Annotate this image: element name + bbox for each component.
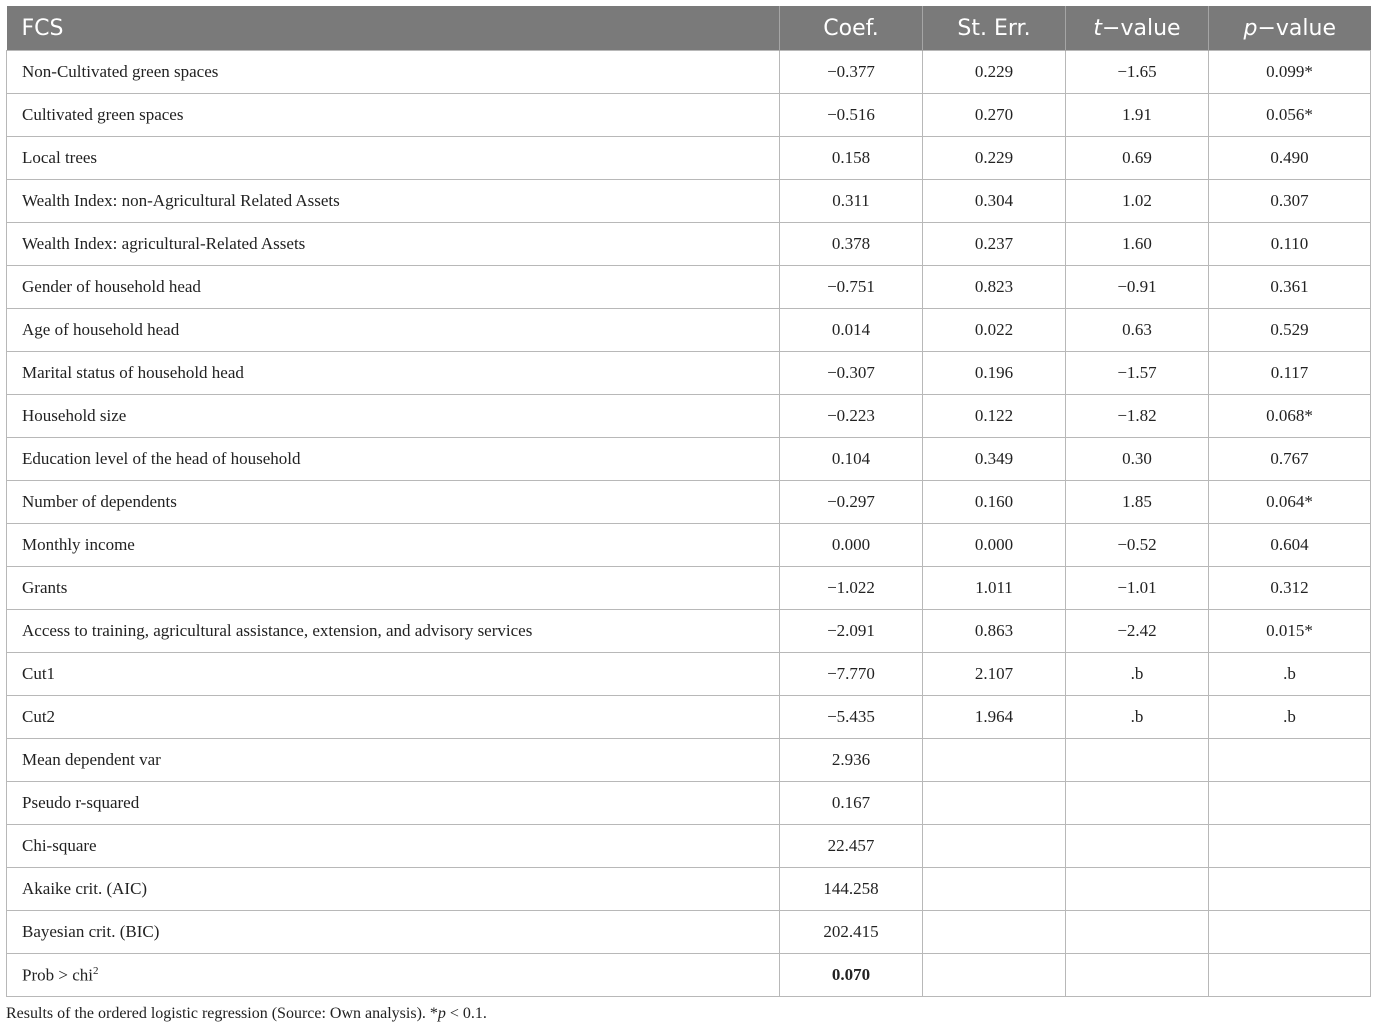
cell-st-err: 1.964	[923, 696, 1066, 739]
cell-st-err: 0.270	[923, 94, 1066, 137]
cell-variable: Chi-square	[7, 825, 780, 868]
cell-p-value: 0.604	[1209, 524, 1371, 567]
table-row	[7, 94, 1371, 137]
cell-st-err	[923, 911, 1066, 954]
table-row-prob-chi2	[7, 954, 1371, 997]
cell-p-value: 0.307	[1209, 180, 1371, 223]
table-row	[7, 481, 1371, 524]
cell-st-err: 0.229	[923, 137, 1066, 180]
prob-chi-superscript: 2	[92, 964, 99, 977]
table-row	[7, 911, 1371, 954]
table-body	[7, 51, 1371, 997]
cell-st-err: 0.349	[923, 438, 1066, 481]
table-row	[7, 438, 1371, 481]
cell-st-err	[923, 825, 1066, 868]
cell-st-err: 0.823	[923, 266, 1066, 309]
cell-t-value	[1066, 782, 1209, 825]
cell-variable: Cut2	[7, 696, 780, 739]
cell-coef: −5.435	[780, 696, 923, 739]
cell-coef: −0.297	[780, 481, 923, 524]
cell-t-value: −1.57	[1066, 352, 1209, 395]
header-coef: Coef.	[780, 6, 923, 51]
cell-t-value: −1.82	[1066, 395, 1209, 438]
table-row	[7, 137, 1371, 180]
cell-variable: Wealth Index: non-Agricultural Related Assets	[7, 180, 780, 223]
table-row	[7, 51, 1371, 94]
cell-t-value	[1066, 825, 1209, 868]
cell-st-err: 0.196	[923, 352, 1066, 395]
cell-t-value: 1.02	[1066, 180, 1209, 223]
cell-t-value: .b	[1066, 653, 1209, 696]
cell-p-value: 0.056*	[1209, 94, 1371, 137]
cell-coef: 144.258	[780, 868, 923, 911]
cell-t-value: 0.69	[1066, 137, 1209, 180]
cell-st-err: 0.022	[923, 309, 1066, 352]
cell-st-err	[923, 782, 1066, 825]
cell-variable: Access to training, agricultural assistance, extension, and advisory services	[7, 610, 780, 653]
prob-chi-label: Prob > chi	[22, 965, 93, 985]
cell-coef: −7.770	[780, 653, 923, 696]
cell-st-err: 2.107	[923, 653, 1066, 696]
table-row	[7, 395, 1371, 438]
cell-p-value: 0.361	[1209, 266, 1371, 309]
cell-p-value: 0.312	[1209, 567, 1371, 610]
cell-coef: −0.516	[780, 94, 923, 137]
cell-p-value	[1209, 868, 1371, 911]
cell-variable: Monthly income	[7, 524, 780, 567]
cell-variable: Gender of household head	[7, 266, 780, 309]
cell-variable: Akaike crit. (AIC)	[7, 868, 780, 911]
table-row	[7, 653, 1371, 696]
cell-variable: Marital status of household head	[7, 352, 780, 395]
header-fcs: FCS	[7, 6, 780, 51]
cell-empty	[923, 954, 1066, 997]
cell-variable: Grants	[7, 567, 780, 610]
cell-p-value: .b	[1209, 696, 1371, 739]
cell-t-value	[1066, 911, 1209, 954]
cell-variable: Cut1	[7, 653, 780, 696]
cell-coef: 0.311	[780, 180, 923, 223]
cell-st-err	[923, 739, 1066, 782]
cell-variable: Bayesian crit. (BIC)	[7, 911, 780, 954]
cell-st-err	[923, 868, 1066, 911]
table-row	[7, 782, 1371, 825]
cell-t-value: 1.60	[1066, 223, 1209, 266]
cell-p-value	[1209, 825, 1371, 868]
cell-p-value: .b	[1209, 653, 1371, 696]
cell-t-value: 0.63	[1066, 309, 1209, 352]
cell-t-value: −0.91	[1066, 266, 1209, 309]
table-row	[7, 223, 1371, 266]
cell-p-value: 0.064*	[1209, 481, 1371, 524]
cell-empty	[1209, 954, 1371, 997]
cell-p-value: 0.490	[1209, 137, 1371, 180]
cell-t-value: 0.30	[1066, 438, 1209, 481]
header-p-letter: p	[1243, 15, 1258, 41]
table-row	[7, 739, 1371, 782]
caption-p-letter: p	[437, 1005, 446, 1022]
table-row	[7, 524, 1371, 567]
cell-coef: 0.167	[780, 782, 923, 825]
cell-p-value: 0.068*	[1209, 395, 1371, 438]
cell-st-err: 0.160	[923, 481, 1066, 524]
cell-variable: Mean dependent var	[7, 739, 780, 782]
cell-coef: 0.014	[780, 309, 923, 352]
header-t-rest: −value	[1102, 15, 1181, 41]
cell-st-err: 0.229	[923, 51, 1066, 94]
cell-t-value: −2.42	[1066, 610, 1209, 653]
cell-st-err: 0.304	[923, 180, 1066, 223]
header-p-rest: −value	[1257, 15, 1336, 41]
cell-p-value: 0.117	[1209, 352, 1371, 395]
cell-t-value: .b	[1066, 696, 1209, 739]
cell-p-value: 0.767	[1209, 438, 1371, 481]
cell-coef: 0.378	[780, 223, 923, 266]
cell-st-err: 0.863	[923, 610, 1066, 653]
cell-variable: Local trees	[7, 137, 780, 180]
cell-p-value: 0.015*	[1209, 610, 1371, 653]
cell-variable: Education level of the head of household	[7, 438, 780, 481]
cell-coef: −0.307	[780, 352, 923, 395]
cell-t-value: −1.01	[1066, 567, 1209, 610]
caption-threshold: < 0.1.	[445, 1005, 487, 1022]
cell-coef: 0.158	[780, 137, 923, 180]
header-row	[7, 6, 1371, 51]
cell-t-value: 1.85	[1066, 481, 1209, 524]
table-row	[7, 352, 1371, 395]
cell-t-value	[1066, 868, 1209, 911]
cell-t-value	[1066, 739, 1209, 782]
cell-coef: 0.070	[780, 954, 923, 997]
cell-p-value	[1209, 739, 1371, 782]
table-row	[7, 825, 1371, 868]
table-row	[7, 180, 1371, 223]
cell-variable: Pseudo r-squared	[7, 782, 780, 825]
cell-coef: −0.377	[780, 51, 923, 94]
table-header	[7, 6, 1371, 51]
table-row	[7, 610, 1371, 653]
cell-p-value: 0.099*	[1209, 51, 1371, 94]
header-t-value	[1066, 6, 1209, 51]
table-row	[7, 309, 1371, 352]
cell-variable: Number of dependents	[7, 481, 780, 524]
cell-st-err: 1.011	[923, 567, 1066, 610]
cell-st-err: 0.122	[923, 395, 1066, 438]
cell-st-err: 0.237	[923, 223, 1066, 266]
header-t-letter: t	[1093, 15, 1103, 41]
cell-coef: −1.022	[780, 567, 923, 610]
cell-p-value	[1209, 782, 1371, 825]
cell-empty	[1066, 954, 1209, 997]
table-row	[7, 567, 1371, 610]
header-st-err: St. Err.	[923, 6, 1066, 51]
cell-coef: −0.751	[780, 266, 923, 309]
cell-p-value: 0.110	[1209, 223, 1371, 266]
cell-coef: 0.104	[780, 438, 923, 481]
table-row	[7, 868, 1371, 911]
caption-text: Results of the ordered logistic regression (Source: Own analysis). *	[6, 1005, 438, 1022]
cell-coef: 0.000	[780, 524, 923, 567]
header-p-value	[1209, 6, 1371, 51]
cell-coef: −2.091	[780, 610, 923, 653]
regression-table	[6, 6, 1371, 997]
regression-table-container	[6, 6, 1370, 997]
cell-variable: Cultivated green spaces	[7, 94, 780, 137]
cell-coef: −0.223	[780, 395, 923, 438]
cell-p-value	[1209, 911, 1371, 954]
cell-t-value: −0.52	[1066, 524, 1209, 567]
cell-variable: Age of household head	[7, 309, 780, 352]
cell-variable: Non-Cultivated green spaces	[7, 51, 780, 94]
table-row	[7, 266, 1371, 309]
cell-variable: Household size	[7, 395, 780, 438]
cell-variable	[7, 954, 780, 997]
cell-coef: 202.415	[780, 911, 923, 954]
cell-coef: 2.936	[780, 739, 923, 782]
table-row	[7, 696, 1371, 739]
table-caption	[6, 1005, 487, 1023]
cell-variable: Wealth Index: agricultural-Related Assets	[7, 223, 780, 266]
cell-coef: 22.457	[780, 825, 923, 868]
cell-t-value: 1.91	[1066, 94, 1209, 137]
cell-p-value: 0.529	[1209, 309, 1371, 352]
cell-t-value: −1.65	[1066, 51, 1209, 94]
cell-st-err: 0.000	[923, 524, 1066, 567]
